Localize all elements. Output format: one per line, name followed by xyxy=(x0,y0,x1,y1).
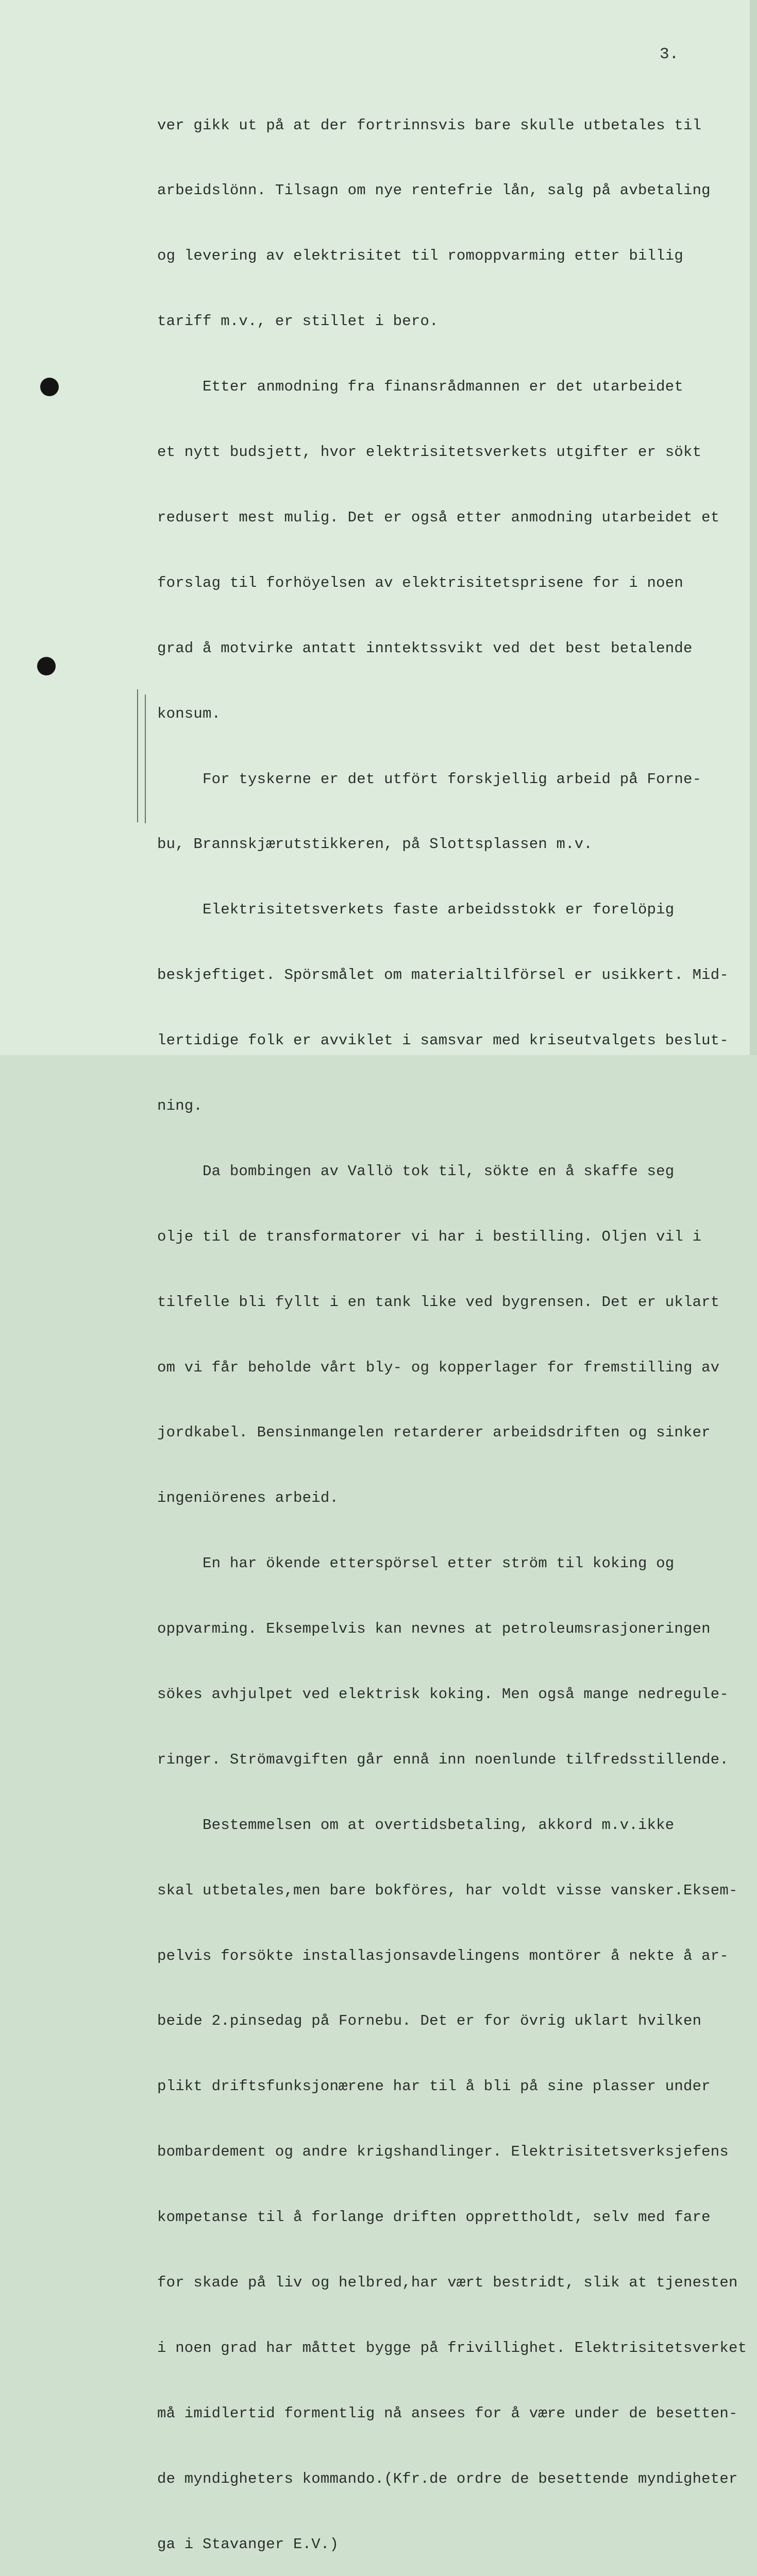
text-line: og levering av elektrisitet til romoppvarming etter billig xyxy=(157,247,683,265)
text-line: En har ökende etterspörsel etter ström til koking og xyxy=(157,1555,675,1572)
text-line: Da bombingen av Vallö tok til, sökte en å skaffe seg xyxy=(157,1162,675,1180)
text-line: olje til de transformatorer vi har i bestilling. Oljen vil i xyxy=(157,1228,702,1245)
text-line: må imidlertid formentlig nå ansees for å være under de besetten- xyxy=(157,2404,738,2422)
text-line: de myndigheters kommando.(Kfr.de ordre de besettende myndigheter xyxy=(157,2470,738,2487)
text-line: pelvis forsökte installasjonsavdelingens montörer å nekte å ar- xyxy=(157,1947,729,1964)
text-line: om vi får beholde vårt bly- og kopperlager for fremstilling av xyxy=(157,1359,720,1376)
punch-hole-lower xyxy=(37,657,56,675)
margin-line-mark-left xyxy=(137,689,138,822)
text-line: Elektrisitetsverkets faste arbeidsstokk er forelöpig xyxy=(157,901,675,919)
text-line: ning. xyxy=(157,1097,203,1114)
text-line: bombardement og andre krigshandlinger. Elektrisitetsverksjefens xyxy=(157,2143,729,2161)
text-line: i noen grad har måttet bygge på frivillighet. Elektrisitetsverket xyxy=(157,2339,747,2357)
text-line: forslag til forhöyelsen av elektrisitetsprisene for i noen xyxy=(157,574,683,591)
text-line: sökes avhjulpet ved elektrisk koking. Men også mange nedregule- xyxy=(157,1685,729,1703)
text-line: ingeniörenes arbeid. xyxy=(157,1489,339,1507)
text-line: Bestemmelsen om at overtidsbetaling, akkord m.v.ikke xyxy=(157,1816,675,1834)
text-line: beide 2.pinsedag på Fornebu. Det er for övrig uklart hvilken xyxy=(157,2012,702,2030)
text-line: arbeidslönn. Tilsagn om nye rentefrie lån, salg på avbetaling xyxy=(157,182,711,199)
text-line: ga i Stavanger E.V.) xyxy=(157,2535,339,2553)
text-line: grad å motvirke antatt inntektssvikt ved det best betalende xyxy=(157,639,693,657)
text-line: for skade på liv og helbred,har vært bestridt, slik at tjenesten xyxy=(157,2274,738,2291)
margin-line-mark-right xyxy=(145,694,146,823)
text-line: skal utbetales,men bare bokföres, har voldt visse vansker.Eksem- xyxy=(157,1882,738,1899)
punch-hole-upper xyxy=(40,378,59,396)
text-line: redusert mest mulig. Det er også etter anmodning utarbeidet et xyxy=(157,509,720,526)
page-number: 3. xyxy=(660,45,679,63)
text-line: For tyskerne er det utfört forskjellig arbeid på Forne- xyxy=(157,770,702,788)
text-line: et nytt budsjett, hvor elektrisitetsverkets utgifter er sökt xyxy=(157,444,702,461)
text-line: ringer. Strömavgiften går ennå inn noenlunde tilfredsstillende. xyxy=(157,1751,729,1768)
text-line: beskjeftiget. Spörsmålet om materialtilförsel er usikkert. Mid- xyxy=(157,967,729,984)
text-line: konsum. xyxy=(157,705,221,722)
letter-body-text xyxy=(157,71,747,2576)
text-line: oppvarming. Eksempelvis kan nevnes at petroleumsrasjoneringen xyxy=(157,1620,711,1638)
text-line: Etter anmodning fra finansrådmannen er det utarbeidet xyxy=(157,378,683,396)
text-line: lertidige folk er avviklet i samsvar med kriseutvalgets beslut- xyxy=(157,1032,729,1049)
text-line: plikt driftsfunksjonærene har til å bli på sine plasser under xyxy=(157,2078,711,2095)
page-edge-shadow xyxy=(750,0,757,1055)
text-line: kompetanse til å forlange driften opprettholdt, selv med fare xyxy=(157,2209,711,2226)
text-line: tariff m.v., er stillet i bero. xyxy=(157,313,439,330)
text-line: ver gikk ut på at der fortrinnsvis bare skulle utbetales til xyxy=(157,116,702,134)
text-line: tilfelle bli fyllt i en tank like ved bygrensen. Det er uklart xyxy=(157,1293,720,1311)
text-line: bu, Brannskjærutstikkeren, på Slottsplassen m.v. xyxy=(157,836,593,853)
text-line: jordkabel. Bensinmangelen retarderer arbeidsdriften og sinker xyxy=(157,1424,711,1442)
